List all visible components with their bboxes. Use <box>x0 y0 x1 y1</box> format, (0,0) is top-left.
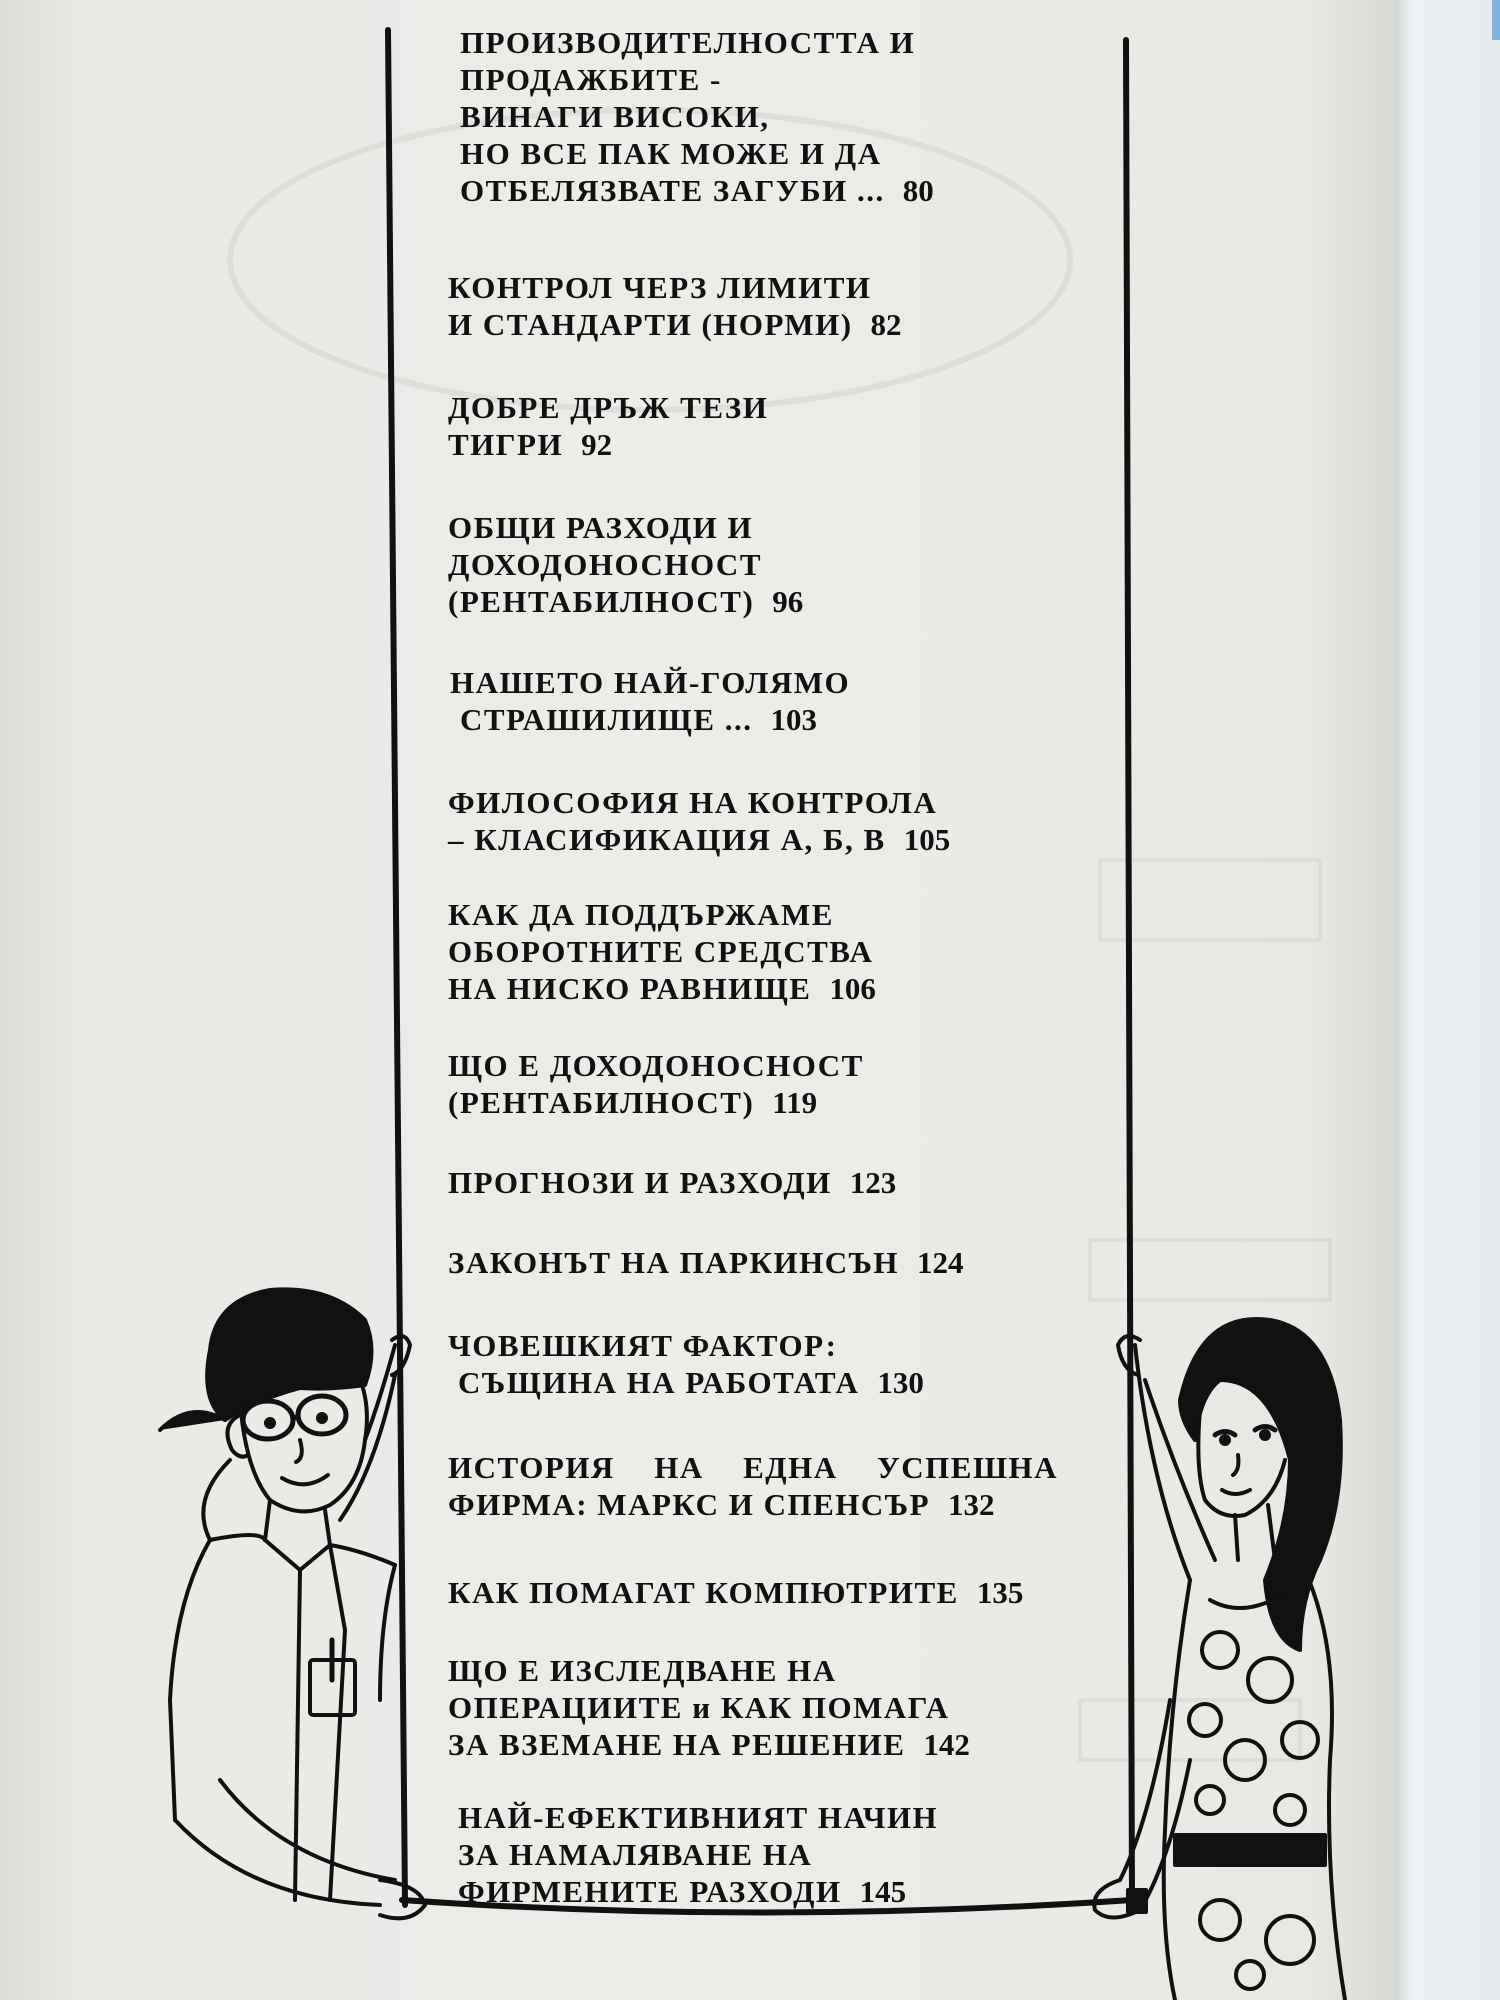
toc-page-number: 106 <box>829 971 876 1006</box>
toc-page-number: 130 <box>877 1365 924 1400</box>
toc-entry-line: ЧОВЕШКИЯТ ФАКТОР: <box>448 1328 838 1363</box>
toc-entry-line: ФИРМА: МАРКС И СПЕНСЪР <box>448 1487 931 1522</box>
toc-entry <box>448 509 1088 620</box>
toc-page-number: 124 <box>917 1245 964 1280</box>
toc-entry-line: НА НИСКО РАВНИЩЕ <box>448 971 812 1006</box>
toc-entry <box>448 269 1088 343</box>
toc-entry <box>448 1327 1088 1401</box>
toc-entry-line: ОПЕРАЦИИТЕ и КАК ПОМАГА <box>448 1690 950 1725</box>
toc-page-number: 119 <box>772 1085 818 1120</box>
toc-page-number: 145 <box>859 1874 907 1909</box>
toc-entry-line: ЗА ВЗЕМАНЕ НА РЕШЕНИЕ <box>448 1727 906 1762</box>
toc-entry-line: ТИГРИ <box>448 427 564 462</box>
toc-entry-line: НАЙ-ЕФЕКТИВНИЯТ НАЧИН <box>458 1800 939 1835</box>
toc-entry-line: ОБЩИ РАЗХОДИ И <box>448 510 754 545</box>
toc-entry-line: НО ВСЕ ПАК МОЖЕ И ДА <box>460 136 882 171</box>
toc-entry <box>458 1799 1098 1910</box>
toc-entry <box>448 1574 1088 1611</box>
toc-entry-line: ДОХОДОНОСНОСТ <box>448 547 762 582</box>
toc-entry-line: И СТАНДАРТИ (НОРМИ) <box>448 307 853 342</box>
toc-entry <box>450 664 1090 738</box>
toc-entry-line: ФИРМЕНИТЕ РАЗХОДИ <box>458 1874 842 1909</box>
toc-entry-line: СТРАШИЛИЩЕ ... <box>460 702 753 737</box>
toc-entry <box>448 1652 1088 1763</box>
toc-entry-line: ПРОИЗВОДИТЕЛНОСТТА И <box>460 25 916 60</box>
toc-entry <box>448 896 1088 1007</box>
toc-entry-line: НАШЕТО НАЙ-ГОЛЯМО <box>450 665 851 700</box>
toc-entry <box>448 389 1088 463</box>
toc-entry-line: ВИНАГИ ВИСОКИ, <box>460 99 770 134</box>
toc-entry-line: ЩО Е ДОХОДОНОСНОСТ <box>448 1048 864 1083</box>
toc-entry-line: СЪЩИНА НА РАБОТАТА <box>458 1365 860 1400</box>
toc-entry-line: (РЕНТАБИЛНОСТ) <box>448 1085 755 1120</box>
toc-page-number: 105 <box>903 822 951 857</box>
toc-entry-line: (РЕНТАБИЛНОСТ) <box>448 584 755 619</box>
toc-entry-line: КОНТРОЛ ЧЕРЗ ЛИМИТИ <box>448 270 872 305</box>
man-illustration <box>160 1289 425 1918</box>
toc-page-number: 80 <box>902 173 934 208</box>
toc-entry-line: КАК ПОМАГАТ КОМПЮТРИТЕ <box>448 1575 959 1610</box>
toc-entry-line: ОТБЕЛЯЗВАТЕ ЗАГУБИ ... <box>460 173 885 208</box>
toc-entry-line: ЗА НАМАЛЯВАНЕ НА <box>458 1837 813 1872</box>
toc-entry-line: ИСТОРИЯ НА ЕДНА УСПЕШНА <box>448 1450 1058 1485</box>
toc-entry-line: ПРОГНОЗИ И РАЗХОДИ <box>448 1165 832 1200</box>
toc-entry-line: КАК ДА ПОДДЪРЖАМЕ <box>448 897 834 932</box>
toc-page-number: 142 <box>923 1727 970 1762</box>
toc-entry <box>448 784 1088 858</box>
toc-entry-line: – КЛАСИФИКАЦИЯ А, Б, В <box>448 822 886 857</box>
toc-entry <box>448 1164 1088 1201</box>
toc-entry-line: ФИЛОСОФИЯ НА КОНТРОЛА <box>448 785 938 820</box>
toc-page-number: 96 <box>772 584 804 619</box>
toc-page-number: 92 <box>581 427 613 462</box>
toc-entry-line: ДОБРЕ ДРЪЖ ТЕЗИ <box>448 390 769 425</box>
toc-entry-line: ПРОДАЖБИТЕ - <box>460 62 722 97</box>
toc-page-number: 123 <box>849 1165 897 1200</box>
toc-page-number: 132 <box>948 1487 995 1522</box>
toc-entry <box>448 1244 1088 1281</box>
toc-page-number: 135 <box>976 1575 1024 1610</box>
toc-entry <box>460 24 1100 209</box>
toc-entry-line: ЩО Е ИЗСЛЕДВАНЕ НА <box>448 1653 837 1688</box>
toc-entry-line: ЗАКОНЪТ НА ПАРКИНСЪН <box>448 1245 900 1280</box>
toc-entry <box>448 1449 1088 1523</box>
toc-entry <box>448 1047 1088 1121</box>
toc-page-number: 103 <box>770 702 818 737</box>
toc-entry-line: ОБОРОТНИТЕ СРЕДСТВА <box>448 934 874 969</box>
toc-page-number: 82 <box>870 307 902 342</box>
